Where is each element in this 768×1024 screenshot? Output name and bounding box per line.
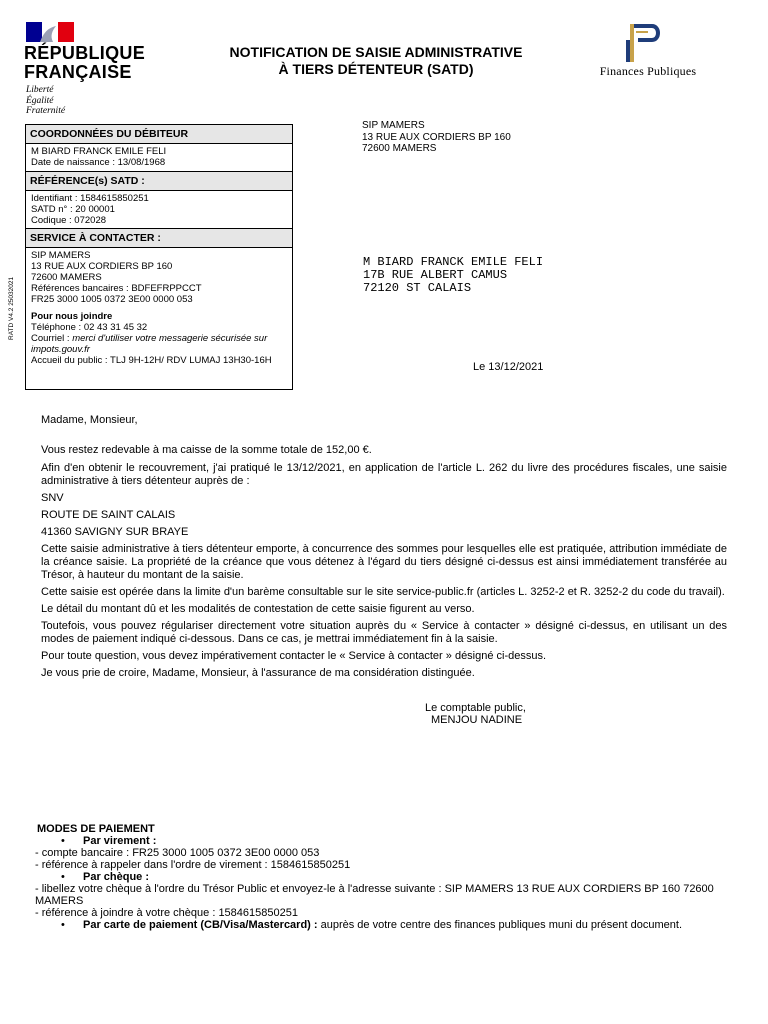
join-head: Pour nous joindre <box>31 311 113 322</box>
third-party-street: ROUTE DE SAINT CALAIS <box>41 509 176 521</box>
payment-transfer <box>35 835 735 847</box>
cheque-instructions: - libellez votre chèque à l'ordre du Trésor Public et envoyez-le à l'adresse suivante : SIP MAMERS 13 RUE AUX CORDIERS BP 160 72600 MAMERS <box>35 883 714 907</box>
scale-paragraph: Cette saisie est opérée dans la limite d'un barème consultable sur le site service-public.fr (articles L. 3252-2 et R. 3252-2 du code du travail). <box>41 586 725 598</box>
service-street: 13 RUE AUX CORDIERS BP 160 <box>31 261 173 272</box>
sender-line1: SIP MAMERS <box>362 120 425 131</box>
mail-value: merci d'utiliser votre messagerie sécurisée sur impots.gouv.fr <box>31 333 268 355</box>
amount-paragraph: Vous restez redevable à ma caisse de la somme totale de 152,00 €. <box>41 444 372 456</box>
card-text: auprès de votre centre des finances publiques muni du présent document. <box>317 919 683 931</box>
service-name: SIP MAMERS <box>31 250 91 261</box>
debtor-section <box>26 144 292 172</box>
payment-head: MODES DE PAIEMENT <box>37 823 155 835</box>
closing-paragraph: Je vous prie de croire, Madame, Monsieur, à l'assurance de ma considération distinguée. <box>41 667 475 679</box>
salutation: Madame, Monsieur, <box>41 414 138 426</box>
side-reference: RATD V4.2 25032021 <box>8 276 15 340</box>
third-party-city: 41360 SAVIGNY SUR BRAYE <box>41 526 189 538</box>
recipient-address <box>363 256 543 295</box>
service-city: 72600 MAMERS <box>31 272 102 283</box>
marianne-flag-icon <box>26 22 74 42</box>
ref-identifier: Identifiant : 1584615850251 <box>31 193 149 204</box>
recipient-line1: M BIARD FRANCK EMILE FELI <box>363 255 544 269</box>
finances-publiques-name: Finances Publiques <box>599 64 697 78</box>
ref-section <box>26 191 292 229</box>
ref-section-head: RÉFÉRENCE(s) SATD : <box>26 172 292 191</box>
attribution-paragraph: Cette saisie administrative à tiers détenteur emporte, à concurrence des sommes pour lesquelles elle est pratiquée, attribution immédiate de la créance saisie. La propriété de la créance que vous détenez à l'égard du tiers désigné ci-dessus est ainsi immédiatement transférée au Trésor, à hauteur du montant de la saisie. <box>41 543 727 581</box>
letter-body <box>41 414 727 684</box>
transfer-reference: - référence à rappeler dans l'ordre de virement : 1584615850251 <box>35 859 351 871</box>
bank-refs: Références bancaires : BDFEFRPPCCT <box>31 283 202 294</box>
cheque-label: Par chèque : <box>83 871 150 883</box>
republic-name <box>24 44 145 82</box>
motto-egalite: Égalité <box>26 95 54 106</box>
service-section-head: SERVICE À CONTACTER : <box>26 229 292 248</box>
republic-name-line2: FRANÇAISE <box>24 62 132 82</box>
debtor-birth: Date de naissance : 13/08/1968 <box>31 157 166 168</box>
payment-section <box>35 823 735 931</box>
motto-liberte: Liberté <box>26 85 54 95</box>
service-section <box>26 248 292 368</box>
question-paragraph: Pour toute question, vous devez impérativement contacter le « Service à contacter » désigné ci-dessus. <box>41 650 547 662</box>
title-line2: À TIERS DÉTENTEUR (SATD) <box>278 61 474 77</box>
title-line1: NOTIFICATION DE SAISIE ADMINISTRATIVE <box>229 44 523 60</box>
card-label: Par carte de paiement (CB/Visa/Mastercard) : <box>83 919 318 931</box>
public-hours: Accueil du public : TLJ 9H-12H/ RDV LUMAJ 13H30-16H <box>31 355 272 366</box>
recipient-line3: 72120 ST CALAIS <box>363 281 472 295</box>
sender-address <box>362 120 511 155</box>
mail-label: Courriel : <box>31 333 73 344</box>
transfer-account: - compte bancaire : FR25 3000 1005 0372 3E00 0000 053 <box>35 847 320 859</box>
motto-fraternite: Fraternité <box>26 106 66 116</box>
signature-title: Le comptable public, <box>425 702 526 714</box>
payment-card <box>35 919 735 931</box>
info-box <box>25 124 293 390</box>
bullet-icon: • <box>61 835 65 847</box>
letter-date: Le 13/12/2021 <box>473 361 544 373</box>
ref-satd-number: SATD n° : 20 00001 <box>31 204 115 215</box>
payment-cheque <box>35 871 735 883</box>
sender-line3: 72600 MAMERS <box>362 143 437 154</box>
transfer-label: Par virement : <box>83 835 157 847</box>
third-party-name: SNV <box>41 492 64 504</box>
bullet-icon: • <box>61 871 65 883</box>
cheque-reference: - référence à joindre à votre chèque : 1584615850251 <box>35 907 298 919</box>
republic-motto <box>26 85 65 117</box>
recipient-line2: 17B RUE ALBERT CAMUS <box>363 268 508 282</box>
seizure-paragraph: Afin d'en obtenir le recouvrement, j'ai pratiqué le 13/12/2021, en application de l'article L. 262 du livre des procédures fiscales, une saisie administrative à tiers détenteur auprès de : <box>41 462 727 487</box>
phone: Téléphone : 02 43 31 45 32 <box>31 322 148 333</box>
debtor-name: M BIARD FRANCK EMILE FELI <box>31 146 167 157</box>
detail-paragraph: Le détail du montant dû et les modalités de contestation de cette saisie figurent au verso. <box>41 603 475 615</box>
signature-block <box>425 702 526 726</box>
finances-publiques-logo-icon <box>608 22 668 66</box>
service-iban: FR25 3000 1005 0372 3E00 0000 053 <box>31 294 193 305</box>
mail <box>31 333 287 355</box>
bullet-icon: • <box>61 919 65 931</box>
sender-line2: 13 RUE AUX CORDIERS BP 160 <box>362 131 511 143</box>
republic-name-line1: RÉPUBLIQUE <box>24 43 146 63</box>
ref-codique: Codique : 072028 <box>31 215 107 226</box>
signature-name: MENJOU NADINE <box>431 714 523 726</box>
debtor-section-head: COORDONNÉES DU DÉBITEUR <box>26 125 292 144</box>
regularize-paragraph: Toutefois, vous pouvez régulariser directement votre situation auprès du « Service à contacter » désigné ci-dessus, en utilisant un des modes de paiement indiqué ci-dessous. Dans ce cas, je mettrai immédiatement fin à la saisie. <box>41 620 727 645</box>
page-title <box>190 44 562 78</box>
